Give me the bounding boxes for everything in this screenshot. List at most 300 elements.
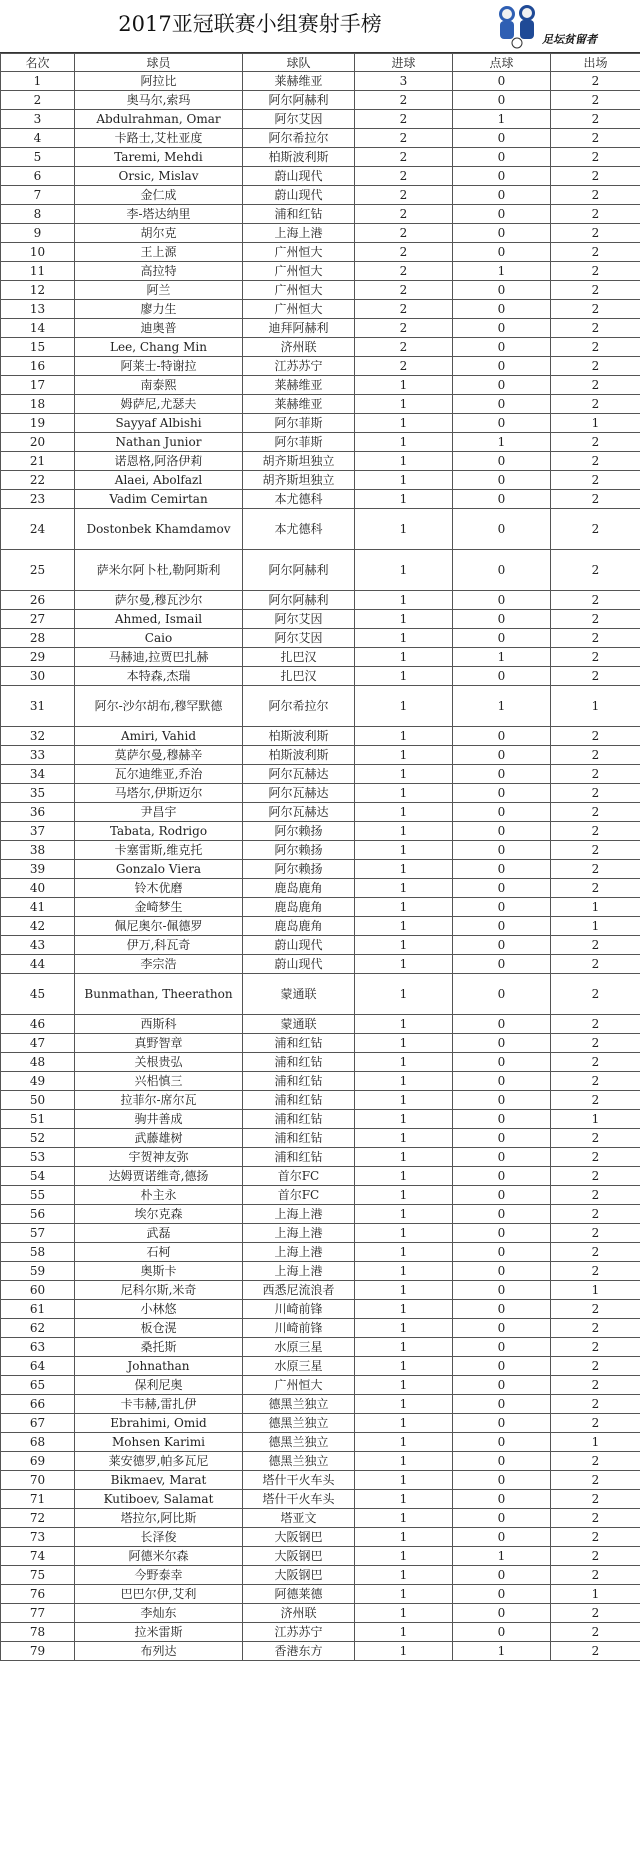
player-cell: 马赫迪,拉贾巴扎赫	[75, 648, 243, 667]
team-cell: 阿尔赖扬	[243, 860, 355, 879]
player-cell: 金崎梦生	[75, 898, 243, 917]
appearances-cell: 2	[551, 376, 640, 395]
penalties-cell: 0	[453, 452, 551, 471]
team-cell: 首尔FC	[243, 1167, 355, 1186]
penalties-cell: 0	[453, 300, 551, 319]
rank-cell: 23	[1, 490, 75, 509]
penalties-cell: 0	[453, 1433, 551, 1452]
team-cell: 阿尔希拉尔	[243, 686, 355, 727]
page-title: 2017亚冠联赛小组赛射手榜	[118, 12, 382, 36]
penalties-cell: 0	[453, 917, 551, 936]
rank-cell: 63	[1, 1338, 75, 1357]
player-cell: 李灿东	[75, 1604, 243, 1623]
appearances-cell: 2	[551, 936, 640, 955]
rank-cell: 65	[1, 1376, 75, 1395]
logo-text: 足坛贫留者	[542, 33, 597, 46]
rank-cell: 27	[1, 610, 75, 629]
team-cell: 阿尔希拉尔	[243, 129, 355, 148]
appearances-cell: 2	[551, 1243, 640, 1262]
appearances-cell: 2	[551, 243, 640, 262]
appearances-cell: 1	[551, 1110, 640, 1129]
table-row	[1, 1110, 640, 1129]
rank-cell: 20	[1, 433, 75, 452]
team-cell: 迪拜阿赫利	[243, 319, 355, 338]
rank-cell: 69	[1, 1452, 75, 1471]
rank-cell: 5	[1, 148, 75, 167]
goals-cell: 2	[355, 357, 453, 376]
rank-cell: 1	[1, 72, 75, 91]
player-cell: 阿莱士-特谢拉	[75, 357, 243, 376]
appearances-cell: 2	[551, 746, 640, 765]
rank-cell: 43	[1, 936, 75, 955]
appearances-cell: 2	[551, 205, 640, 224]
penalties-cell: 0	[453, 1167, 551, 1186]
team-cell: 阿尔阿赫利	[243, 591, 355, 610]
table-row	[1, 1224, 640, 1243]
appearances-cell: 2	[551, 110, 640, 129]
team-cell: 广州恒大	[243, 281, 355, 300]
appearances-cell: 2	[551, 1148, 640, 1167]
player-cell: Nathan Junior	[75, 433, 243, 452]
goals-cell: 1	[355, 1338, 453, 1357]
goals-cell: 2	[355, 186, 453, 205]
col-header-player: 球员	[75, 54, 243, 72]
rank-cell: 42	[1, 917, 75, 936]
goals-cell: 1	[355, 1452, 453, 1471]
goals-cell: 1	[355, 490, 453, 509]
player-cell: 佩尼奥尔-佩德罗	[75, 917, 243, 936]
penalties-cell: 0	[453, 205, 551, 224]
rank-cell: 44	[1, 955, 75, 974]
col-header-appearances: 出场	[551, 54, 640, 72]
player-cell: 武藤雄树	[75, 1129, 243, 1148]
player-cell: 长泽俊	[75, 1528, 243, 1547]
table-row	[1, 550, 640, 591]
appearances-cell: 2	[551, 433, 640, 452]
appearances-cell: 2	[551, 1566, 640, 1585]
goals-cell: 2	[355, 243, 453, 262]
penalties-cell: 0	[453, 1148, 551, 1167]
penalties-cell: 1	[453, 648, 551, 667]
goals-cell: 3	[355, 72, 453, 91]
table-row	[1, 205, 640, 224]
appearances-cell: 2	[551, 1167, 640, 1186]
penalties-cell: 0	[453, 1395, 551, 1414]
goals-cell: 2	[355, 129, 453, 148]
penalties-cell: 0	[453, 1243, 551, 1262]
penalties-cell: 0	[453, 765, 551, 784]
table-row	[1, 433, 640, 452]
rank-cell: 7	[1, 186, 75, 205]
rank-cell: 48	[1, 1053, 75, 1072]
team-cell: 阿尔艾因	[243, 110, 355, 129]
goals-cell: 2	[355, 148, 453, 167]
player-cell: Vadim Cemirtan	[75, 490, 243, 509]
table-row	[1, 1300, 640, 1319]
goals-cell: 1	[355, 610, 453, 629]
penalties-cell: 0	[453, 1091, 551, 1110]
team-cell: 扎巴汉	[243, 667, 355, 686]
table-row	[1, 610, 640, 629]
player-cell: 达姆贾诺维奇,德扬	[75, 1167, 243, 1186]
player-cell: 塔拉尔,阿比斯	[75, 1509, 243, 1528]
appearances-cell: 1	[551, 917, 640, 936]
rank-cell: 4	[1, 129, 75, 148]
table-row	[1, 1357, 640, 1376]
penalties-cell: 0	[453, 319, 551, 338]
goals-cell: 2	[355, 319, 453, 338]
table-row	[1, 1262, 640, 1281]
rank-cell: 11	[1, 262, 75, 281]
appearances-cell: 2	[551, 974, 640, 1015]
team-cell: 本尤德科	[243, 509, 355, 550]
table-row	[1, 414, 640, 433]
appearances-cell: 2	[551, 841, 640, 860]
penalties-cell: 0	[453, 974, 551, 1015]
player-cell: 南泰熙	[75, 376, 243, 395]
table-row	[1, 841, 640, 860]
team-cell: 浦和红钻	[243, 1053, 355, 1072]
rank-cell: 22	[1, 471, 75, 490]
appearances-cell: 2	[551, 1205, 640, 1224]
team-cell: 阿尔阿赫利	[243, 91, 355, 110]
player-cell: 金仁成	[75, 186, 243, 205]
team-cell: 蔚山现代	[243, 955, 355, 974]
team-cell: 广州恒大	[243, 300, 355, 319]
team-cell: 阿尔艾因	[243, 629, 355, 648]
table-row	[1, 1319, 640, 1338]
goals-cell: 1	[355, 1167, 453, 1186]
penalties-cell: 0	[453, 281, 551, 300]
goals-cell: 1	[355, 1528, 453, 1547]
player-cell: 廖力生	[75, 300, 243, 319]
table-row	[1, 1547, 640, 1566]
team-cell: 阿尔瓦赫达	[243, 765, 355, 784]
goals-cell: 1	[355, 629, 453, 648]
table-row	[1, 1167, 640, 1186]
team-cell: 鹿岛鹿角	[243, 879, 355, 898]
penalties-cell: 1	[453, 433, 551, 452]
penalties-cell: 0	[453, 1110, 551, 1129]
penalties-cell: 0	[453, 1414, 551, 1433]
rank-cell: 31	[1, 686, 75, 727]
player-cell: 阿兰	[75, 281, 243, 300]
goals-cell: 1	[355, 686, 453, 727]
team-cell: 浦和红钻	[243, 205, 355, 224]
appearances-cell: 2	[551, 1604, 640, 1623]
appearances-cell: 2	[551, 452, 640, 471]
goals-cell: 1	[355, 1243, 453, 1262]
goals-cell: 1	[355, 1224, 453, 1243]
table-row	[1, 1642, 640, 1661]
goals-cell: 1	[355, 1129, 453, 1148]
rank-cell: 37	[1, 822, 75, 841]
appearances-cell: 2	[551, 1414, 640, 1433]
appearances-cell: 2	[551, 727, 640, 746]
team-cell: 川崎前锋	[243, 1300, 355, 1319]
team-cell: 德黑兰独立	[243, 1433, 355, 1452]
table-row	[1, 1205, 640, 1224]
team-cell: 江苏苏宁	[243, 1623, 355, 1642]
appearances-cell: 2	[551, 1224, 640, 1243]
table-row	[1, 648, 640, 667]
team-cell: 浦和红钻	[243, 1110, 355, 1129]
team-cell: 胡齐斯坦独立	[243, 452, 355, 471]
player-cell: Bikmaev, Marat	[75, 1471, 243, 1490]
player-cell: 胡尔克	[75, 224, 243, 243]
goals-cell: 1	[355, 433, 453, 452]
rank-cell: 38	[1, 841, 75, 860]
player-cell: 王上源	[75, 243, 243, 262]
appearances-cell: 1	[551, 686, 640, 727]
appearances-cell: 2	[551, 1053, 640, 1072]
penalties-cell: 0	[453, 784, 551, 803]
appearances-cell: 1	[551, 1585, 640, 1604]
player-cell: 诺恩格,阿洛伊莉	[75, 452, 243, 471]
appearances-cell: 2	[551, 784, 640, 803]
rank-cell: 2	[1, 91, 75, 110]
rank-cell: 25	[1, 550, 75, 591]
player-cell: Ebrahimi, Omid	[75, 1414, 243, 1433]
appearances-cell: 2	[551, 1015, 640, 1034]
goals-cell: 1	[355, 1034, 453, 1053]
rank-cell: 29	[1, 648, 75, 667]
goals-cell: 1	[355, 1205, 453, 1224]
appearances-cell: 2	[551, 1471, 640, 1490]
appearances-cell: 2	[551, 167, 640, 186]
penalties-cell: 0	[453, 1528, 551, 1547]
appearances-cell: 2	[551, 591, 640, 610]
table-row	[1, 667, 640, 686]
rank-cell: 24	[1, 509, 75, 550]
goals-cell: 1	[355, 727, 453, 746]
goals-cell: 1	[355, 1053, 453, 1072]
table-row	[1, 822, 640, 841]
team-cell: 阿尔阿赫利	[243, 550, 355, 591]
goals-cell: 1	[355, 1471, 453, 1490]
penalties-cell: 0	[453, 129, 551, 148]
team-cell: 阿尔艾因	[243, 610, 355, 629]
team-cell: 浦和红钻	[243, 1072, 355, 1091]
player-cell: Tabata, Rodrigo	[75, 822, 243, 841]
goals-cell: 1	[355, 1376, 453, 1395]
table-row	[1, 357, 640, 376]
table-row	[1, 281, 640, 300]
appearances-cell: 2	[551, 281, 640, 300]
penalties-cell: 0	[453, 1281, 551, 1300]
appearances-cell: 2	[551, 955, 640, 974]
rank-cell: 54	[1, 1167, 75, 1186]
team-cell: 扎巴汉	[243, 648, 355, 667]
goals-cell: 1	[355, 1414, 453, 1433]
team-cell: 浦和红钻	[243, 1129, 355, 1148]
table-row	[1, 1490, 640, 1509]
rank-cell: 55	[1, 1186, 75, 1205]
rank-cell: 64	[1, 1357, 75, 1376]
player-cell: 迪奥普	[75, 319, 243, 338]
player-cell: Johnathan	[75, 1357, 243, 1376]
team-cell: 上海上港	[243, 1243, 355, 1262]
team-cell: 上海上港	[243, 1224, 355, 1243]
table-row	[1, 860, 640, 879]
rank-cell: 58	[1, 1243, 75, 1262]
player-cell: 阿尔-沙尔胡布,穆罕默德	[75, 686, 243, 727]
penalties-cell: 0	[453, 1186, 551, 1205]
table-row	[1, 395, 640, 414]
team-cell: 德黑兰独立	[243, 1395, 355, 1414]
team-cell: 首尔FC	[243, 1186, 355, 1205]
player-cell: 桑托斯	[75, 1338, 243, 1357]
rank-cell: 9	[1, 224, 75, 243]
player-cell: 李-塔达纳里	[75, 205, 243, 224]
penalties-cell: 0	[453, 357, 551, 376]
player-cell: Dostonbek Khamdamov	[75, 509, 243, 550]
appearances-cell: 2	[551, 667, 640, 686]
team-cell: 上海上港	[243, 224, 355, 243]
player-cell: 卡韦赫,雷扎伊	[75, 1395, 243, 1414]
appearances-cell: 2	[551, 224, 640, 243]
penalties-cell: 0	[453, 471, 551, 490]
player-cell: 关根贵弘	[75, 1053, 243, 1072]
mascot-icon	[494, 3, 542, 49]
table-row	[1, 110, 640, 129]
rank-cell: 45	[1, 974, 75, 1015]
table-row	[1, 1015, 640, 1034]
player-cell: Ahmed, Ismail	[75, 610, 243, 629]
penalties-cell: 0	[453, 72, 551, 91]
goals-cell: 1	[355, 955, 453, 974]
penalties-cell: 0	[453, 148, 551, 167]
penalties-cell: 0	[453, 955, 551, 974]
team-cell: 上海上港	[243, 1262, 355, 1281]
team-cell: 香港东方	[243, 1642, 355, 1661]
table-row	[1, 746, 640, 765]
table-row	[1, 1148, 640, 1167]
site-logo	[494, 3, 634, 49]
penalties-cell: 1	[453, 1642, 551, 1661]
player-cell: 朴主永	[75, 1186, 243, 1205]
team-cell: 西悉尼流浪者	[243, 1281, 355, 1300]
scorers-table	[0, 53, 640, 1661]
goals-cell: 2	[355, 262, 453, 281]
penalties-cell: 0	[453, 610, 551, 629]
goals-cell: 1	[355, 550, 453, 591]
rank-cell: 33	[1, 746, 75, 765]
table-row	[1, 1509, 640, 1528]
goals-cell: 1	[355, 784, 453, 803]
rank-cell: 79	[1, 1642, 75, 1661]
appearances-cell: 2	[551, 803, 640, 822]
team-cell: 阿尔赖扬	[243, 822, 355, 841]
goals-cell: 1	[355, 471, 453, 490]
goals-cell: 1	[355, 974, 453, 1015]
goals-cell: 2	[355, 110, 453, 129]
rank-cell: 14	[1, 319, 75, 338]
rank-cell: 70	[1, 1471, 75, 1490]
rank-cell: 12	[1, 281, 75, 300]
goals-cell: 1	[355, 841, 453, 860]
player-cell: 埃尔克森	[75, 1205, 243, 1224]
col-header-team: 球队	[243, 54, 355, 72]
table-row	[1, 319, 640, 338]
appearances-cell: 2	[551, 765, 640, 784]
penalties-cell: 0	[453, 91, 551, 110]
player-cell: 阿德米尔森	[75, 1547, 243, 1566]
rank-cell: 68	[1, 1433, 75, 1452]
col-header-goals: 进球	[355, 54, 453, 72]
table-row	[1, 1395, 640, 1414]
player-cell: 李宗浩	[75, 955, 243, 974]
table-row	[1, 955, 640, 974]
team-cell: 水原三星	[243, 1357, 355, 1376]
appearances-cell: 2	[551, 1300, 640, 1319]
appearances-cell: 2	[551, 1528, 640, 1547]
goals-cell: 1	[355, 1547, 453, 1566]
penalties-cell: 0	[453, 803, 551, 822]
appearances-cell: 2	[551, 395, 640, 414]
player-cell: 布列达	[75, 1642, 243, 1661]
table-row	[1, 167, 640, 186]
rank-cell: 67	[1, 1414, 75, 1433]
team-cell: 阿尔赖扬	[243, 841, 355, 860]
player-cell: 伊万,科瓦奇	[75, 936, 243, 955]
appearances-cell: 2	[551, 860, 640, 879]
table-row	[1, 1091, 640, 1110]
player-cell: 巴巴尔伊,艾利	[75, 1585, 243, 1604]
penalties-cell: 0	[453, 1490, 551, 1509]
rank-cell: 40	[1, 879, 75, 898]
table-row	[1, 1566, 640, 1585]
table-row	[1, 898, 640, 917]
player-cell: Taremi, Mehdi	[75, 148, 243, 167]
team-cell: 塔亚文	[243, 1509, 355, 1528]
table-row	[1, 1585, 640, 1604]
goals-cell: 1	[355, 1623, 453, 1642]
table-row	[1, 186, 640, 205]
player-cell: 保利尼奥	[75, 1376, 243, 1395]
goals-cell: 1	[355, 1395, 453, 1414]
goals-cell: 1	[355, 822, 453, 841]
penalties-cell: 0	[453, 1338, 551, 1357]
player-cell: Amiri, Vahid	[75, 727, 243, 746]
rank-cell: 73	[1, 1528, 75, 1547]
col-header-penalties: 点球	[453, 54, 551, 72]
penalties-cell: 0	[453, 1224, 551, 1243]
player-cell: 拉菲尔-席尔瓦	[75, 1091, 243, 1110]
penalties-cell: 0	[453, 1300, 551, 1319]
rank-cell: 47	[1, 1034, 75, 1053]
team-cell: 柏斯波利斯	[243, 148, 355, 167]
team-cell: 本尤德科	[243, 490, 355, 509]
player-cell: 铃木优磨	[75, 879, 243, 898]
appearances-cell: 2	[551, 1490, 640, 1509]
table-row	[1, 471, 640, 490]
rank-cell: 30	[1, 667, 75, 686]
appearances-cell: 2	[551, 186, 640, 205]
team-cell: 广州恒大	[243, 1376, 355, 1395]
rank-cell: 66	[1, 1395, 75, 1414]
rank-cell: 53	[1, 1148, 75, 1167]
table-row	[1, 591, 640, 610]
rank-cell: 60	[1, 1281, 75, 1300]
table-row	[1, 300, 640, 319]
appearances-cell: 2	[551, 629, 640, 648]
table-row	[1, 1129, 640, 1148]
goals-cell: 1	[355, 648, 453, 667]
penalties-cell: 0	[453, 376, 551, 395]
appearances-cell: 2	[551, 1338, 640, 1357]
table-row	[1, 879, 640, 898]
